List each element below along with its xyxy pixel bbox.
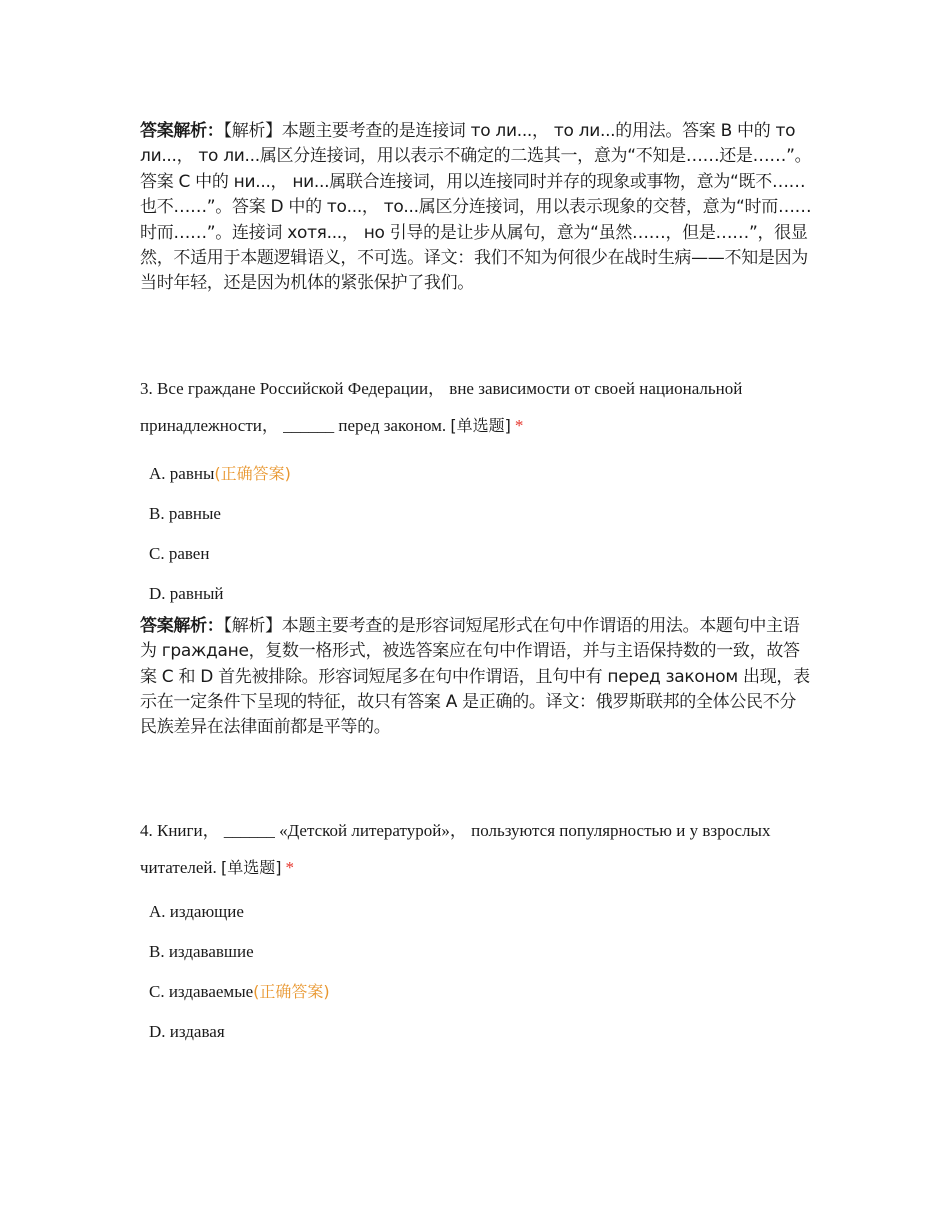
question-type-tag: [单选题] bbox=[450, 415, 511, 435]
answer-analysis-q3 bbox=[140, 614, 812, 741]
correct-answer-tag: (正确答案) bbox=[214, 463, 291, 483]
question-4-options bbox=[149, 892, 812, 1052]
question-stem: 4. Книги， ______ «Детской литературой»， пользуются популярностью и у взрослых читателей. bbox=[140, 820, 771, 877]
analysis-label: 答案解析： bbox=[140, 121, 224, 141]
question-stem: 3. Все граждане Российской Федерации， вне зависимости от своей национальной принадлежности， ______ перед законом. bbox=[140, 378, 743, 435]
option-label: A. издающие bbox=[149, 901, 244, 921]
option-a[interactable] bbox=[149, 892, 812, 932]
option-label: C. равен bbox=[149, 543, 210, 563]
question-3-text bbox=[140, 370, 812, 444]
option-label: C. издаваемые bbox=[149, 981, 254, 1001]
option-b[interactable] bbox=[149, 932, 812, 972]
question-3-options bbox=[149, 454, 812, 614]
analysis-text: 【解析】本题主要考查的是形容词短尾形式在句中作谓语的用法。本题句中主语为 граждане，复数一格形式，被选答案应在句中作谓语，并与主语保持数的一致，故答案 C 和 D 首先被排除。形容词短尾多在句中作谓语，且句中有 перед законом 出现，表示在一定条件下呈现的特征，故只有答案 A 是正确的。译文：俄罗斯联邦的全体公民不分民族差异在法律面前都是平等的。 bbox=[140, 615, 810, 738]
option-d[interactable] bbox=[149, 1012, 812, 1052]
option-d[interactable] bbox=[149, 574, 812, 614]
option-label: D. издавая bbox=[149, 1021, 225, 1041]
question-type-tag: [单选题] bbox=[221, 857, 282, 877]
required-mark: * bbox=[514, 415, 524, 435]
option-a[interactable] bbox=[149, 454, 812, 494]
answer-analysis-q2 bbox=[140, 119, 812, 297]
option-b[interactable] bbox=[149, 494, 812, 534]
correct-answer-tag: (正确答案) bbox=[253, 981, 330, 1001]
question-4-text bbox=[140, 812, 812, 886]
required-mark: * bbox=[285, 857, 294, 877]
option-c[interactable] bbox=[149, 534, 812, 574]
document-page bbox=[140, 119, 812, 1052]
analysis-text: 【解析】本题主要考查的是连接词 то ли...， то ли...的用法。答案 B 中的 то ли...， то ли...属区分连接词，用以表示不确定的二选其一，意为“不知是……还是……”。答案 C 中的 ни...， ни...属联合连接词，用以连接同时并存的现象或事物，意为“既不……也不……”。答案 D 中的 то...， то...属区分连接词，用以表示现象的交替，意为“时而……时而……”。连接词 хотя...， но 引导的是让步从属句，意为“虽然……，但是……”，很显然，不适用于本题逻辑语义，不可选。译文：我们不知为何很少在战时生病——不知是因为当时年轻，还是因为机体的紧张保护了我们。 bbox=[140, 121, 812, 294]
option-c[interactable] bbox=[149, 972, 812, 1012]
option-label: D. равный bbox=[149, 583, 224, 603]
option-label: B. издававшие bbox=[149, 941, 254, 961]
option-label: B. равные bbox=[149, 503, 221, 523]
option-label: A. равны bbox=[149, 463, 215, 483]
analysis-label: 答案解析： bbox=[140, 615, 224, 636]
